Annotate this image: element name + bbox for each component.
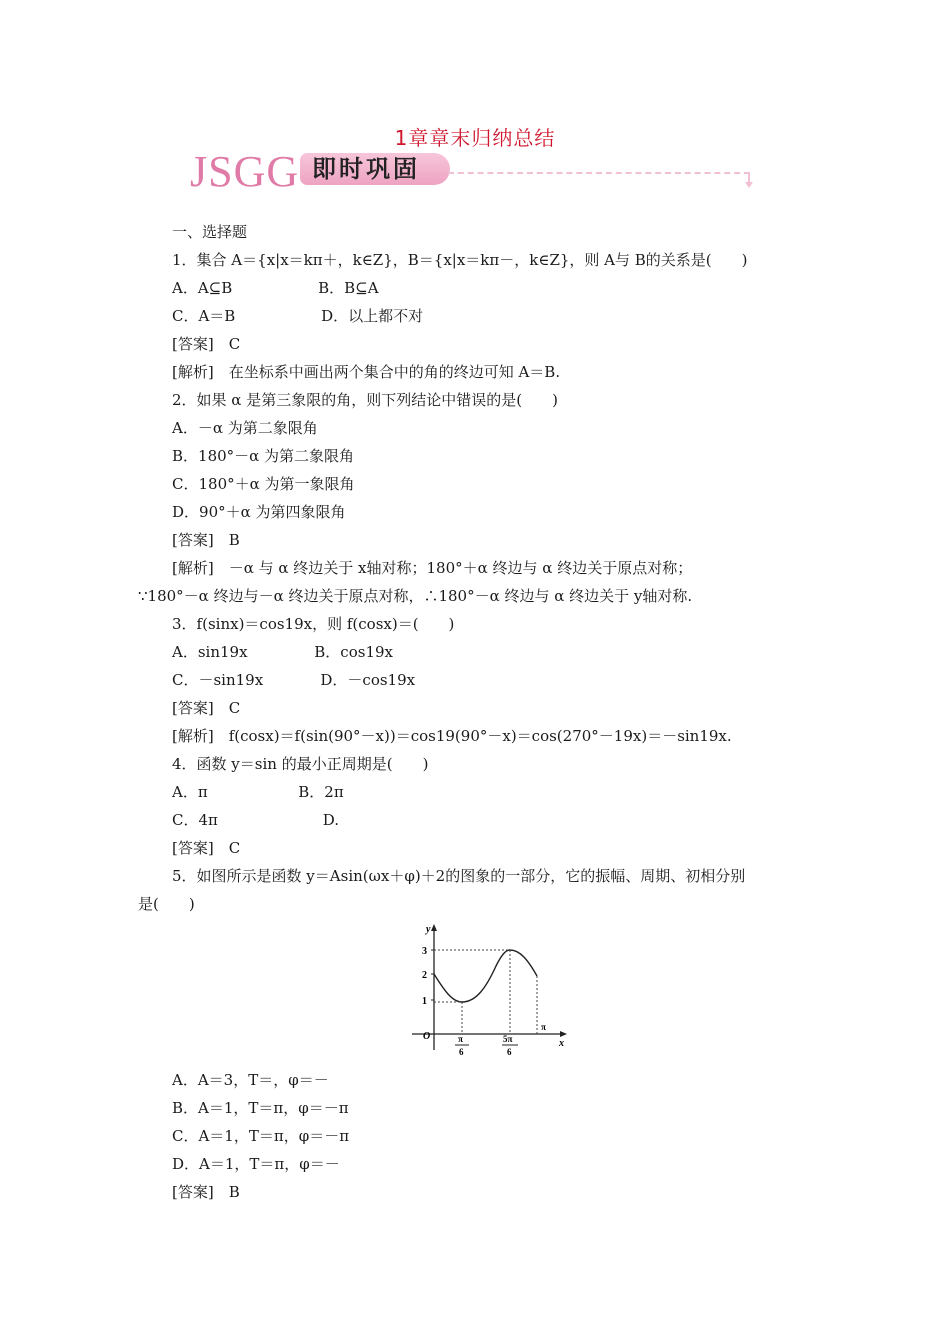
x-tick-label: 6 <box>459 1047 464 1057</box>
question-1: 1．集合 A＝{x|x＝kπ＋，k∈Z}，B＝{x|x＝kπ－，k∈Z}，则 A与 B的关系是( ) <box>172 251 748 269</box>
answer-line: [答案] C <box>172 699 241 717</box>
option-line: C．A＝1，T＝π，φ＝－π <box>172 1127 350 1145</box>
question-2: 2．如果 α 是第三象限的角，则下列结论中错误的是( ) <box>172 391 558 409</box>
option-line: A．A⊆B B．B⊆A <box>172 279 379 297</box>
x-end-tick-label: π <box>541 1022 546 1032</box>
y-axis-label: y <box>426 924 431 935</box>
x-axis-label: x <box>559 1038 564 1049</box>
analysis-line: [解析] 在坐标系中画出两个集合中的角的终边可知 A＝B. <box>172 363 561 381</box>
answer-line: [答案] B <box>172 1183 240 1201</box>
analysis-line: [解析] f(cosx)＝f(sin(90°－x))＝cos19(90°－x)＝cos(270°－19x)＝－sin19x. <box>172 727 732 745</box>
question-4: 4．函数 y＝sin 的最小正周期是( ) <box>172 755 429 773</box>
banner-dashed-line <box>448 172 750 174</box>
question-3: 3．f(sinx)＝cos19x，则 f(cosx)＝( ) <box>172 615 455 633</box>
question-5: 5．如图所示是函数 y＝Asin(ωx＋φ)＋2的图象的一部分，它的振幅、周期、初相分别 <box>172 867 746 885</box>
y-tick-label: 2 <box>422 970 427 981</box>
option-line: D．90°＋α 为第四象限角 <box>172 503 346 521</box>
option-line: A．sin19x B．cos19x <box>172 643 393 661</box>
option-line: A．π B．2π <box>172 783 344 801</box>
section-heading: 一、选择题 <box>172 223 248 241</box>
origin-label: O <box>423 1031 431 1042</box>
option-line: B．A＝1，T＝π，φ＝－π <box>172 1099 349 1117</box>
y-tick-label: 1 <box>422 996 427 1007</box>
answer-line: [答案] C <box>172 839 241 857</box>
page-title: 1章章末归纳总结 <box>394 126 556 150</box>
banner-pill <box>300 153 450 185</box>
section-banner <box>190 147 770 196</box>
option-line: A．－α 为第二象限角 <box>172 419 318 437</box>
y-tick-label: 3 <box>422 946 427 957</box>
answer-line: [答案] C <box>172 335 241 353</box>
x-tick-label: 5π <box>503 1034 513 1044</box>
option-line: D．A＝1，T＝π，φ＝－ <box>172 1155 340 1173</box>
answer-line: [答案] B <box>172 531 240 549</box>
option-line: C．4π D. <box>172 811 340 829</box>
analysis-line: [解析] －α 与 α 终边关于 x轴对称；180°＋α 终边与 α 终边关于原点对称； <box>172 559 693 577</box>
function-graph <box>404 918 574 1058</box>
option-line: C．180°＋α 为第一象限角 <box>172 475 355 493</box>
option-line: B．180°－α 为第二象限角 <box>172 447 355 465</box>
banner-logo: JSGG <box>190 147 300 196</box>
x-tick-label: π <box>458 1034 463 1044</box>
banner-arrow-icon <box>745 182 753 188</box>
banner-label: 即时巩固 <box>312 155 420 183</box>
option-line: C．A＝B D．以上都不对 <box>172 307 424 325</box>
option-line: C．－sin19x D．－cos19x <box>172 671 416 689</box>
question-5-cont: 是( ) <box>138 895 195 913</box>
x-tick-label: 6 <box>507 1047 512 1057</box>
analysis-line: ∵180°－α 终边与－α 终边关于原点对称，∴180°－α 终边与 α 终边关于 y轴对称. <box>138 587 693 605</box>
option-line: A．A＝3，T＝，φ＝－ <box>172 1071 329 1089</box>
